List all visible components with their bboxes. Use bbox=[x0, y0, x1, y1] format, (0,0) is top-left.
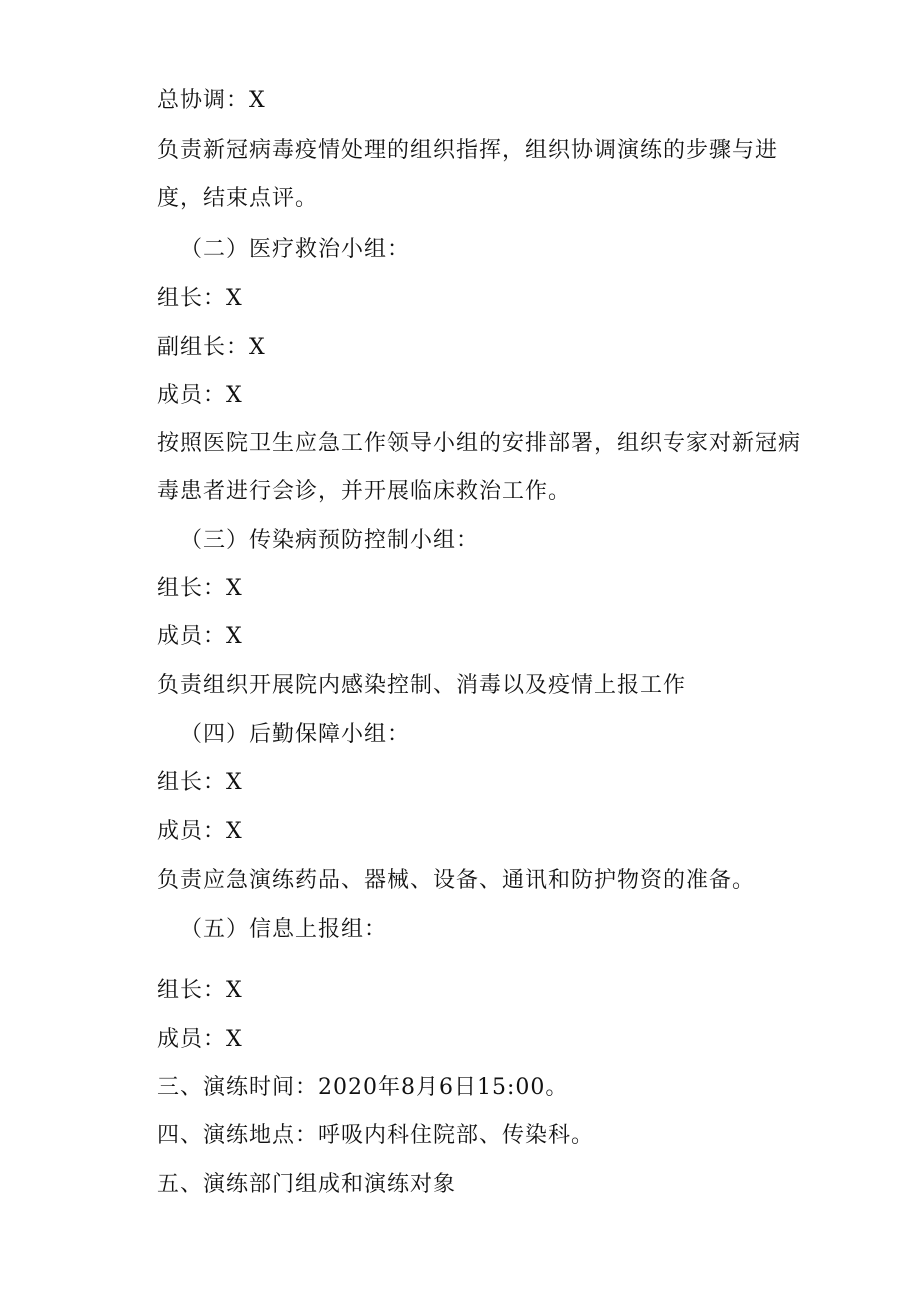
section-heading-drill-location: 四、演练地点：呼吸内科住院部、传染科。 bbox=[157, 1123, 595, 1148]
text-line-medical-duty: 按照医院卫生应急工作领导小组的安排部署，组织专家对新冠病 bbox=[157, 431, 802, 456]
text-line-members: 成员：X bbox=[157, 624, 243, 649]
text-line-general-coordinator: 总协调：X bbox=[157, 88, 266, 113]
section-heading-drill-time: 三、演练时间：2020年8月6日15:00。 bbox=[157, 1075, 569, 1100]
section-heading-infection-control-group: （三）传染病预防控制小组： bbox=[180, 528, 480, 553]
text-line-leader: 组长：X bbox=[157, 286, 243, 311]
section-heading-reporting-group: （五）信息上报组： bbox=[180, 917, 388, 942]
text-line-leader: 组长：X bbox=[157, 576, 243, 601]
text-line-coordinator-duty-cont: 度，结束点评。 bbox=[157, 186, 319, 211]
text-line-leader: 组长：X bbox=[157, 978, 243, 1003]
text-line-members: 成员：X bbox=[157, 819, 243, 844]
text-line-medical-duty-cont: 毒患者进行会诊，并开展临床救治工作。 bbox=[157, 479, 572, 504]
text-line-members: 成员：X bbox=[157, 383, 243, 408]
text-line-members: 成员：X bbox=[157, 1027, 243, 1052]
section-heading-logistics-group: （四）后勤保障小组： bbox=[180, 722, 411, 747]
text-line-leader: 组长：X bbox=[157, 770, 243, 795]
section-heading-drill-departments: 五、演练部门组成和演练对象 bbox=[157, 1172, 457, 1197]
text-line-infection-control-duty: 负责组织开展院内感染控制、消毒以及疫情上报工作 bbox=[157, 673, 687, 698]
text-line-deputy-leader: 副组长：X bbox=[157, 335, 266, 360]
text-line-logistics-duty: 负责应急演练药品、器械、设备、通讯和防护物资的准备。 bbox=[157, 868, 756, 893]
section-heading-medical-group: （二）医疗救治小组： bbox=[180, 237, 411, 262]
text-line-coordinator-duty: 负责新冠病毒疫情处理的组织指挥，组织协调演练的步骤与进 bbox=[157, 138, 779, 163]
